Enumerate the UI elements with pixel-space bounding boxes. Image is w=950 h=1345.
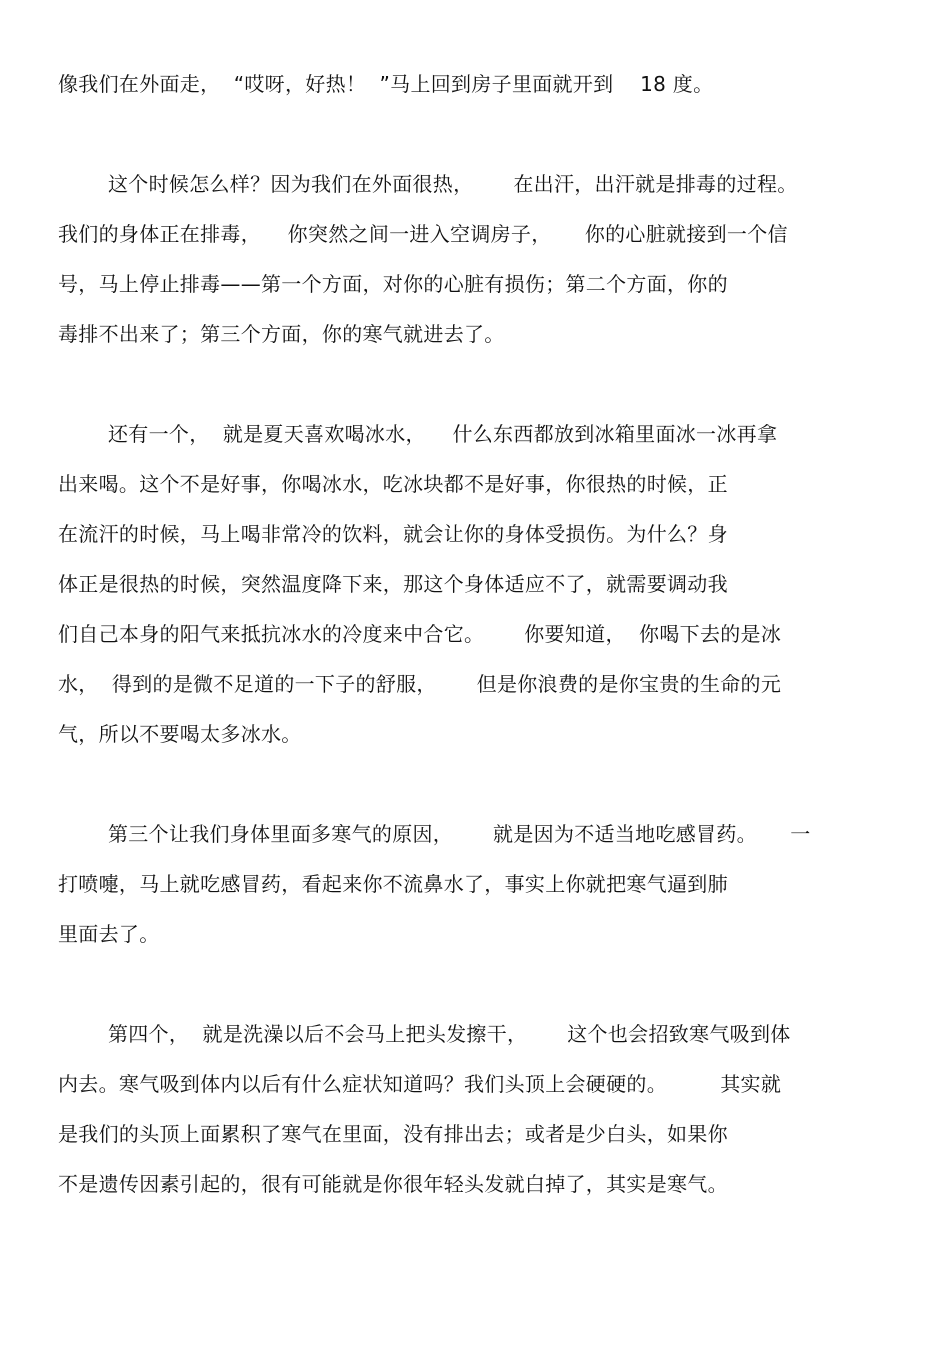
text-line: 里面去了。 [58, 922, 160, 946]
paragraph-first-line: 第四个， 就是洗澡以后不会马上把头发擦干， 这个也会招致寒气吸到体 [108, 1022, 791, 1046]
text-line: 体正是很热的时候，突然温度降下来，那这个身体适应不了，就需要调动我 [58, 572, 728, 596]
text-line: 我们的身体正在排毒， 你突然之间一进入空调房子， 你的心脏就接到一个信 [58, 222, 788, 246]
text-line: 不是遗传因素引起的，很有可能就是你很年轻头发就白掉了，其实是寒气。 [58, 1172, 728, 1196]
text-line: 内去。寒气吸到体内以后有什么症状知道吗？我们头顶上会硬硬的。 其实就 [58, 1072, 782, 1096]
text-line: 水， 得到的是微不足道的一下子的舒服， 但是你浪费的是你宝贵的生命的元 [58, 672, 782, 696]
text-line: 出来喝。这个不是好事，你喝冰水，吃冰块都不是好事，你很热的时候，正 [58, 472, 728, 496]
text-line: 在流汗的时候，马上喝非常冷的饮料，就会让你的身体受损伤。为什么？身 [58, 522, 728, 546]
text-line: 打喷嚏，马上就吃感冒药，看起来你不流鼻水了，事实上你就把寒气逼到肺 [58, 872, 728, 896]
text-line: 毒排不出来了；第三个方面，你的寒气就进去了。 [58, 322, 505, 346]
paragraph-first-line: 这个时候怎么样？因为我们在外面很热， 在出汗，出汗就是排毒的过程。 [108, 172, 798, 196]
text-line: 号，马上停止排毒——第一个方面，对你的心脏有损伤；第二个方面，你的 [58, 272, 728, 296]
paragraph-first-line: 第三个让我们身体里面多寒气的原因， 就是因为不适当地吃感冒药。 一 [108, 822, 811, 846]
text-line: 气，所以不要喝太多冰水。 [58, 722, 302, 746]
text-line: 们自己本身的阳气来抵抗冰水的冷度来中合它。 你要知道， 你喝下去的是冰 [58, 622, 782, 646]
paragraph-first-line: 还有一个， 就是夏天喜欢喝冰水， 什么东西都放到冰箱里面冰一冰再拿 [108, 422, 778, 446]
text-line: 像我们在外面走， “哎呀，好热！ ”马上回到房子里面就开到 18 度。 [58, 72, 714, 96]
text-line: 是我们的头顶上面累积了寒气在里面，没有排出去；或者是少白头，如果你 [58, 1122, 728, 1146]
